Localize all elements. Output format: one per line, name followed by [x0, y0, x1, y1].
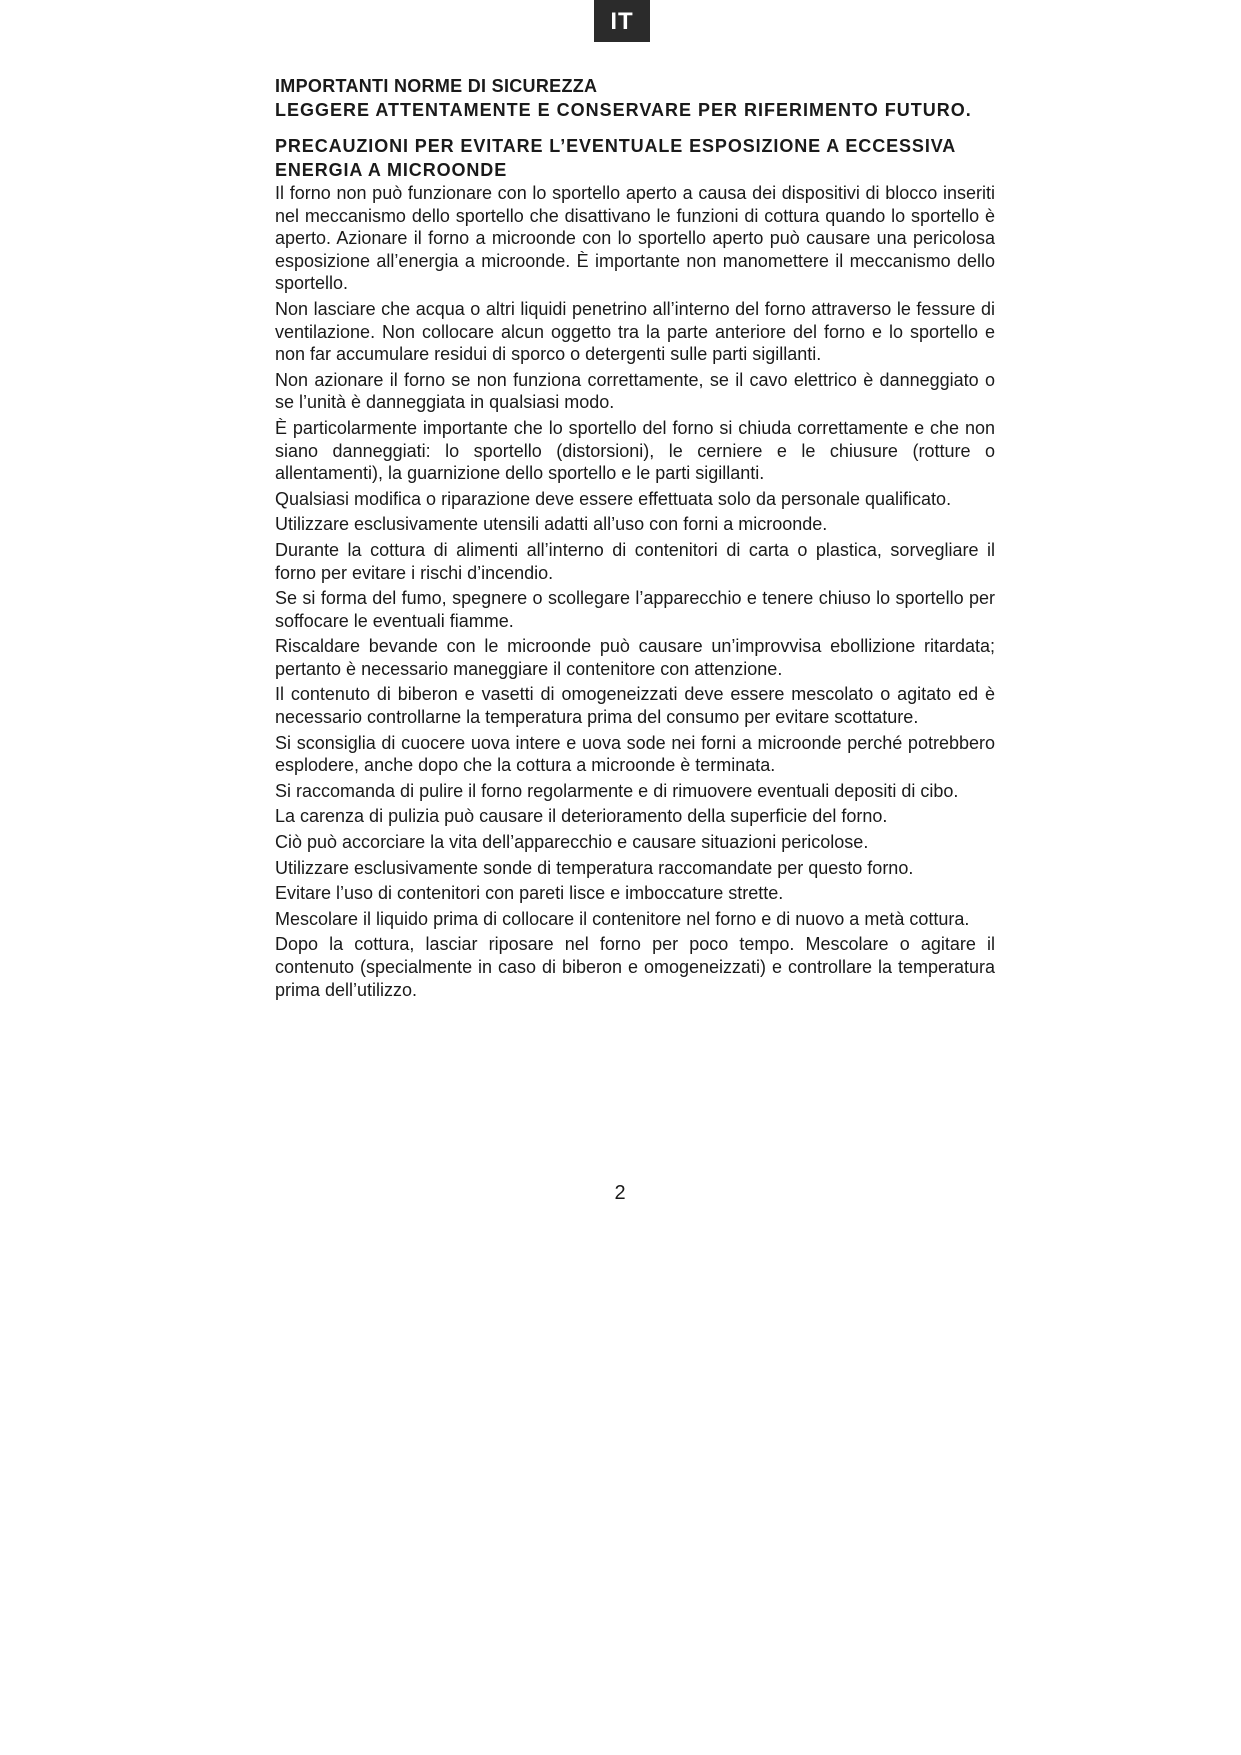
safety-instructions — [275, 74, 995, 1004]
paragraph-qualified-repair: Qualsiasi modifica o riparazione deve essere effettuata solo da personale qualificato. — [275, 488, 952, 509]
paragraph-baby-bottles: Il contenuto di biberon e vasetti di omogeneizzati deve essere mescolato o agitato ed è necessario controllarne la temperatura prima del consumo per evitare scottature. — [275, 684, 995, 728]
paragraph-beverages: Riscaldare bevande con le microonde può causare un’improvvisa ebollizione ritardata; pertanto è necessario maneggiare il contenitore con attenzione. — [275, 636, 995, 679]
paragraph-door-closure: È particolarmente importante che lo sportello del forno si chiuda correttamente e che non siano danneggiati: lo sportello (distorsioni), le cerniere e le chiusure (rotture o allentamenti), la guarnizione dello sportello e le parti sigillanti. — [275, 417, 995, 484]
paragraph-paper-plastic: Durante la cottura di alimenti all’interno di contenitori di carta o plastica, sorvegliare il forno per evitare i rischi d’incendio. — [275, 539, 995, 583]
paragraph-standing-time: Dopo la cottura, lasciar riposare nel forno per poco tempo. Mescolare o agitare il contenuto (specialmente in caso di biberon e omogeneizzati) e controllare la temperatura prima dell’utilizzo. — [275, 934, 995, 1000]
paragraph-damaged-oven: Non azionare il forno se non funziona correttamente, se il cavo elettrico è danneggiato o se l’unità è danneggiata in qualsiasi modo. — [275, 369, 995, 413]
document-subtitle: LEGGERE ATTENTAMENTE E CONSERVARE PER RIFERIMENTO FUTURO. — [275, 100, 972, 120]
paragraph-liquids-vents: Non lasciare che acqua o altri liquidi penetrino all’interno del forno attraverso le fessure di ventilazione. Non collocare alcun oggetto tra la parte anteriore del forno e lo sportello e non far accumulare residui di sporco o detergenti sulle parti sigillanti. — [275, 298, 995, 365]
paragraph-surface-deterioration: La carenza di pulizia può causare il deterioramento della superficie del forno. — [275, 806, 888, 827]
paragraph-cleaning: Si raccomanda di pulire il forno regolarmente e di rimuovere eventuali depositi di cibo. — [275, 780, 959, 801]
paragraph-appliance-life: Ciò può accorciare la vita dell’apparecchio e causare situazioni pericolose. — [275, 832, 869, 853]
page-number: 2 — [614, 1182, 626, 1204]
paragraph-eggs: Si sconsiglia di cuocere uova intere e uova sode nei forni a microonde perché potrebbero esplodere, anche dopo che la cottura a microonde è terminata. — [275, 732, 995, 776]
document-title: IMPORTANTI NORME DI SICUREZZA — [275, 76, 598, 96]
paragraph-temperature-probes: Utilizzare esclusivamente sonde di temperatura raccomandate per questo forno. — [275, 857, 914, 878]
paragraph-narrow-containers: Evitare l’uso di contenitori con pareti lisce e imboccature strette. — [275, 883, 784, 904]
paragraph-utensils: Utilizzare esclusivamente utensili adatti all’uso con forni a microonde. — [275, 514, 828, 535]
section-heading-line-1: PRECAUZIONI PER EVITARE L’EVENTUALE ESPOSIZIONE A ECCESSIVA — [275, 136, 957, 156]
paragraph-door-interlock: Il forno non può funzionare con lo sportello aperto a causa dei dispositivi di blocco inseriti nel meccanismo dello sportello che disattivano le funzioni di cottura quando lo sportello è aperto. Azionare il forno a microonde con lo sportello aperto può causare una pericolosa esposizione all’energia a microonde. È importante non manomettere il meccanismo dello sportello. — [275, 183, 995, 294]
language-tab: IT — [594, 0, 650, 42]
paragraph-stir-liquid: Mescolare il liquido prima di collocare il contenitore nel forno e di nuovo a metà cottura. — [275, 908, 970, 929]
section-heading-line-2: ENERGIA A MICROONDE — [275, 160, 508, 180]
paragraph-smoke: Se si forma del fumo, spegnere o scollegare l’apparecchio e tenere chiuso lo sportello per soffocare le eventuali fiamme. — [275, 588, 995, 631]
